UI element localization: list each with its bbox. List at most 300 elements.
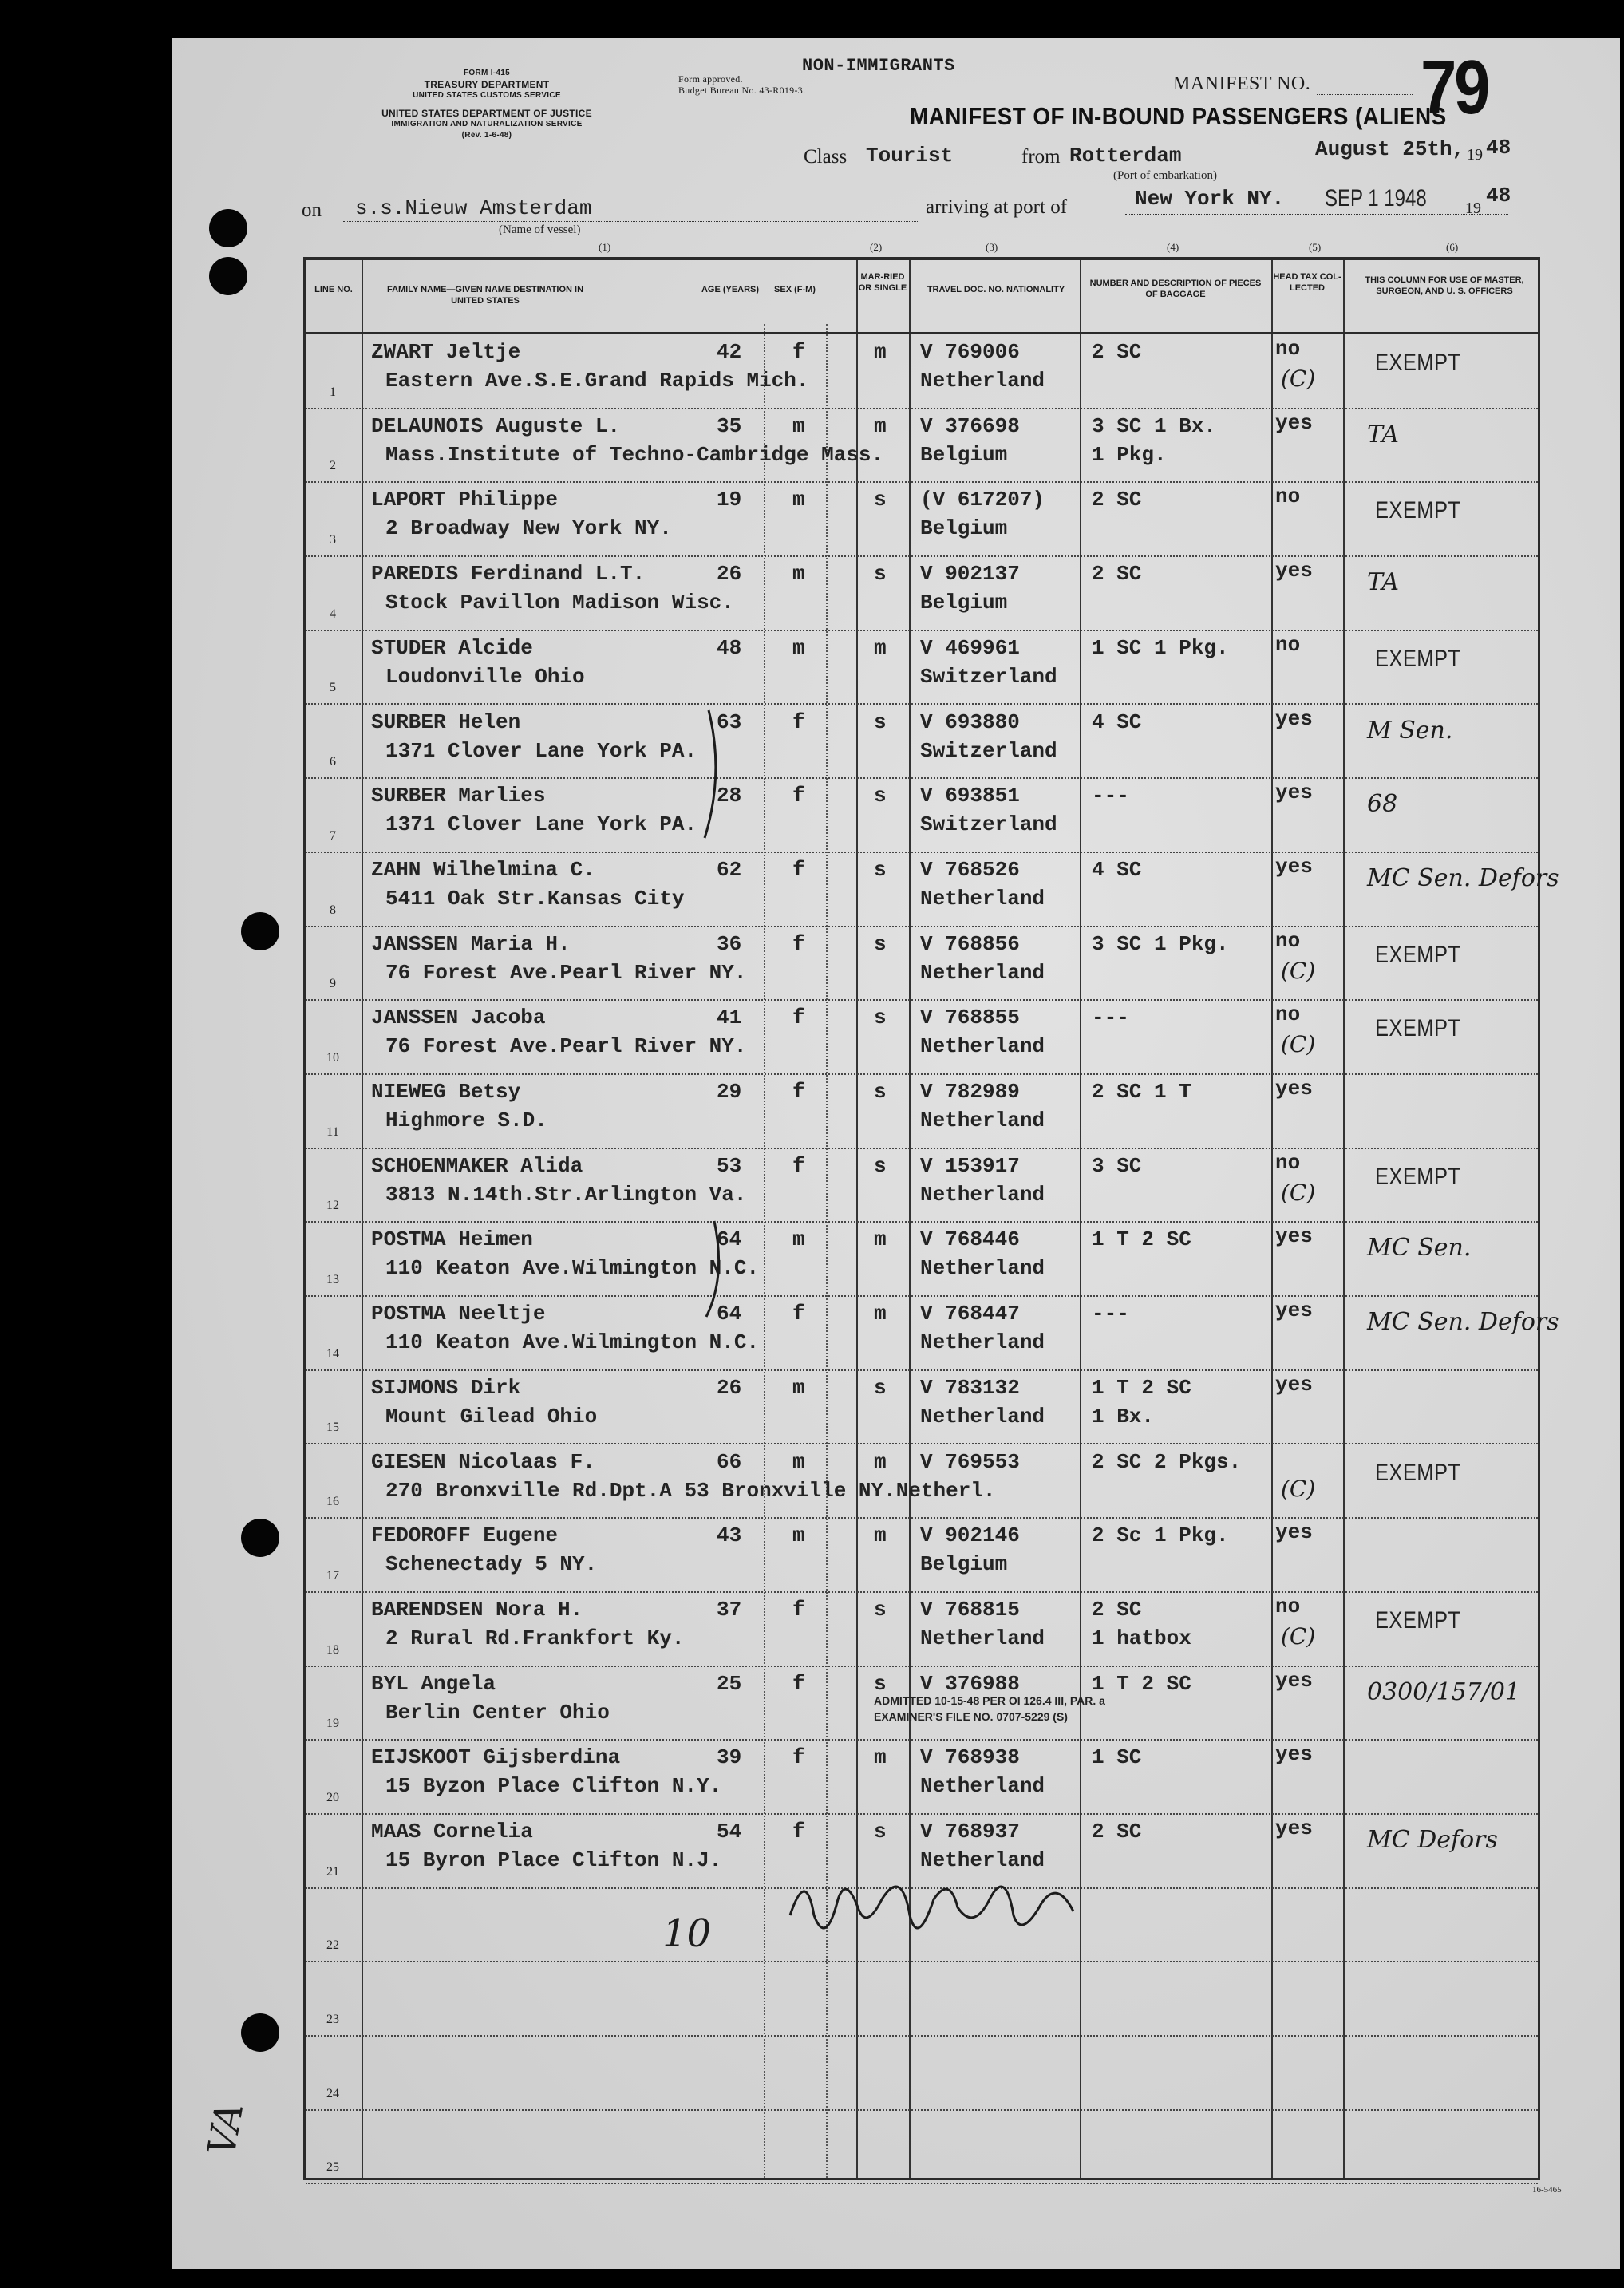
arriving-label: arriving at port of	[926, 196, 1068, 218]
baggage: 2 SC	[1092, 488, 1142, 512]
head-tax: yes	[1275, 1742, 1313, 1767]
destination: Stock Pavillon Madison Wisc.	[385, 591, 734, 615]
officer-note: TA	[1367, 568, 1400, 597]
nationality: Netherland	[920, 1848, 1045, 1872]
baggage-extra: 1 Bx.	[1092, 1404, 1155, 1429]
vessel-line	[343, 221, 918, 222]
line-number: 21	[326, 1864, 339, 1879]
nationality: Netherland	[920, 1108, 1045, 1132]
vessel-caption: (Name of vessel)	[499, 223, 581, 236]
line-number: 19	[326, 1717, 339, 1731]
marital-status: m	[874, 1745, 887, 1770]
nationality: Belgium	[920, 1552, 1008, 1577]
line-number: 9	[330, 977, 336, 991]
passenger-name: JANSSEN Maria H.	[371, 931, 571, 956]
travel-doc-number: V 769553	[920, 1449, 1020, 1474]
manifest-title: MANIFEST OF IN-BOUND PASSENGERS (ALIENS	[910, 102, 1447, 130]
passenger-name: DELAUNOIS Auguste L.	[371, 413, 621, 438]
arrival-port: New York NY.	[1135, 187, 1285, 211]
baggage: 4 SC	[1092, 857, 1142, 882]
nationality: Switzerland	[920, 738, 1057, 763]
nationality: Belgium	[920, 591, 1008, 615]
table-row	[306, 2035, 1538, 2109]
age: 29	[717, 1080, 742, 1104]
head-tax-code: (C)	[1281, 1622, 1316, 1650]
age: 37	[717, 1597, 742, 1622]
baggage: ---	[1092, 1302, 1129, 1326]
head-tax: yes	[1275, 854, 1313, 879]
th-sex: SEX (F-M)	[774, 285, 816, 294]
destination: 76 Forest Ave.Pearl River NY.	[385, 960, 747, 985]
th-travel-doc: TRAVEL DOC. NO. NATIONALITY	[927, 285, 1065, 294]
sex: m	[792, 413, 805, 438]
form-number: FORM I-415	[463, 69, 510, 77]
table-row	[306, 1073, 1538, 1148]
age: 36	[717, 931, 742, 956]
admitted-stamp: ADMITTED 10-15-48 PER OI 126.4 III, PAR. a	[874, 1694, 1105, 1707]
line-number: 17	[326, 1568, 339, 1583]
destination: 1371 Clover Lane York PA.	[385, 738, 697, 763]
officer-note: EXEMPT	[1375, 1459, 1461, 1486]
marital-status: m	[874, 1523, 887, 1548]
baggage: 2 Sc 1 Pkg.	[1092, 1523, 1229, 1548]
age: 54	[717, 1820, 742, 1843]
marital-status: s	[874, 1820, 887, 1843]
baggage: 3 SC 1 Pkg.	[1092, 931, 1229, 956]
marital-status: s	[874, 562, 887, 587]
officer-note: MC Sen. Defors	[1367, 1308, 1559, 1337]
table-row	[306, 926, 1538, 1000]
age: 28	[717, 784, 742, 808]
passenger-name: LAPORT Philippe	[371, 488, 559, 512]
sex: m	[792, 488, 805, 512]
table-row	[306, 852, 1559, 926]
sex: f	[792, 1006, 805, 1030]
approval-block	[678, 73, 814, 96]
nationality: Netherland	[920, 1034, 1045, 1059]
class-value: Tourist	[866, 144, 954, 168]
head-tax: yes	[1275, 1298, 1313, 1323]
destination: 3813 N.14th.Str.Arlington Va.	[385, 1182, 747, 1207]
sex: f	[792, 1153, 805, 1178]
line-number: 3	[330, 533, 336, 547]
head-tax: yes	[1275, 780, 1313, 805]
head-tax: no	[1275, 1150, 1301, 1175]
col-num-4: (4)	[1167, 241, 1179, 253]
customs-service: UNITED STATES CUSTOMS SERVICE	[413, 91, 561, 100]
travel-doc-number: V 902146	[920, 1523, 1020, 1548]
on-label: on	[302, 200, 322, 221]
col-num-1: (1)	[599, 241, 611, 253]
passenger-name: SIJMONS Dirk	[371, 1375, 521, 1400]
line-number: 14	[326, 1346, 339, 1361]
marital-status: s	[874, 1080, 887, 1104]
travel-doc-number: V 768855	[920, 1006, 1020, 1030]
passenger-name: POSTMA Neeltje	[371, 1302, 546, 1326]
head-tax: yes	[1275, 1224, 1313, 1249]
sex: f	[792, 340, 805, 364]
baggage-extra: 1 hatbox	[1092, 1626, 1191, 1650]
destination: Mass.Institute of Techno-Cambridge Mass.	[385, 442, 884, 467]
travel-doc-number: V 769006	[920, 340, 1020, 364]
table-row	[306, 1813, 1538, 1887]
sex: m	[792, 1375, 805, 1400]
line-number: 23	[326, 2013, 339, 2027]
destination: 1371 Clover Lane York PA.	[385, 812, 697, 837]
nationality: Netherland	[920, 369, 1045, 393]
head-tax: yes	[1275, 410, 1313, 435]
baggage: 3 SC	[1092, 1153, 1142, 1178]
travel-doc-number: V 768938	[920, 1745, 1020, 1770]
officer-note: MC Sen. Defors	[1367, 863, 1559, 892]
officer-note: MC Defors	[1367, 1826, 1498, 1854]
sex: f	[792, 931, 805, 956]
departure-year-prefix: 19	[1467, 146, 1483, 164]
table-row	[306, 555, 1538, 630]
col-num-2: (2)	[870, 241, 883, 253]
head-tax: no	[1275, 337, 1301, 361]
baggage: 2 SC 1 T	[1092, 1080, 1191, 1104]
th-name: FAMILY NAME—GIVEN NAME DESTINATION IN UNITED STATES	[386, 285, 584, 306]
col-num-3: (3)	[986, 241, 998, 253]
manifest-no-line	[1317, 94, 1413, 95]
destination: Highmore S.D.	[385, 1108, 547, 1132]
marital-status: m	[874, 1302, 887, 1326]
punch-hole	[241, 2013, 279, 2052]
nationality: Netherland	[920, 1404, 1045, 1429]
travel-doc-number: V 783132	[920, 1375, 1020, 1400]
sex: m	[792, 1449, 805, 1474]
travel-doc-number: V 768937	[920, 1820, 1020, 1843]
table-row	[306, 1591, 1538, 1666]
head-tax: no	[1275, 1594, 1301, 1618]
head-tax: no	[1275, 484, 1301, 509]
table-row	[306, 704, 1538, 778]
baggage: 2 SC	[1092, 340, 1142, 364]
line-number: 22	[326, 1938, 339, 1953]
baggage: 1 SC	[1092, 1745, 1142, 1770]
arrival-year: 48	[1486, 184, 1511, 207]
age: 66	[717, 1449, 742, 1474]
signature-count: 10	[662, 1911, 712, 1956]
baggage: 2 SC 2 Pkgs.	[1092, 1449, 1242, 1474]
line-number: 18	[326, 1642, 339, 1657]
th-line: LINE NO.	[314, 285, 353, 294]
passenger-name: JANSSEN Jacoba	[371, 1006, 546, 1030]
passenger-name: FEDOROFF Eugene	[371, 1523, 559, 1548]
head-tax: yes	[1275, 1668, 1313, 1693]
marital-status: m	[874, 340, 887, 364]
passenger-name: NIEWEG Betsy	[371, 1080, 521, 1104]
col-num-6: (6)	[1446, 241, 1459, 253]
nationality: Netherland	[920, 1256, 1045, 1281]
table-row	[306, 1739, 1538, 1813]
travel-doc-number: V 153917	[920, 1153, 1020, 1178]
form-approved: Form approved.	[678, 73, 743, 85]
treasury-dept: TREASURY DEPARTMENT	[424, 79, 550, 90]
nationality: Switzerland	[920, 812, 1057, 837]
baggage: 2 SC	[1092, 562, 1142, 587]
passenger-name: BARENDSEN Nora H.	[371, 1597, 583, 1622]
age: 64	[717, 1302, 742, 1326]
age: 35	[717, 413, 742, 438]
marital-status: m	[874, 1449, 887, 1474]
destination: 76 Forest Ave.Pearl River NY.	[385, 1034, 747, 1059]
marital-status: s	[874, 857, 887, 882]
table-row	[306, 1148, 1538, 1222]
th-head-tax: HEAD TAX COL-LECTED	[1273, 272, 1341, 293]
passenger-name: GIESEN Nicolaas F.	[371, 1449, 595, 1474]
head-tax: no	[1275, 928, 1301, 953]
marital-status: m	[874, 413, 887, 438]
marital-status: m	[874, 1227, 887, 1252]
destination: 110 Keaton Ave.Wilmington N.C.	[385, 1256, 760, 1281]
arrival-year-prefix: 19	[1465, 200, 1481, 217]
passenger-name: POSTMA Heimen	[371, 1227, 533, 1252]
destination: Eastern Ave.S.E.Grand Rapids Mich.	[385, 369, 809, 393]
travel-doc-number: V 693880	[920, 709, 1020, 734]
line-number: 7	[330, 828, 336, 843]
passenger-name: PAREDIS Ferdinand L.T.	[371, 562, 646, 587]
passenger-name: STUDER Alcide	[371, 635, 533, 660]
table-row	[306, 2109, 1538, 2183]
manifest-no-label: MANIFEST NO.	[1173, 73, 1311, 94]
th-officers: THIS COLUMN FOR USE OF MASTER, SURGEON, AND U. S. OFFICERS	[1365, 275, 1524, 296]
head-tax-code: (C)	[1281, 1475, 1316, 1502]
punch-hole	[209, 209, 247, 247]
nationality: Netherland	[920, 1774, 1045, 1799]
travel-doc-number: V 782989	[920, 1080, 1020, 1104]
margin-note: VA	[199, 2099, 253, 2160]
vessel-name: s.s.Nieuw Amsterdam	[355, 196, 592, 220]
travel-doc-number: V 768446	[920, 1227, 1020, 1252]
passenger-table	[303, 257, 1559, 2180]
class-label: Class	[804, 146, 848, 168]
passenger-name: MAAS Cornelia	[371, 1820, 533, 1843]
head-tax-code: (C)	[1281, 957, 1316, 984]
passenger-name: SURBER Helen	[371, 709, 521, 734]
sex: f	[792, 1597, 805, 1622]
age: 63	[717, 709, 742, 734]
table-row	[306, 408, 1538, 482]
line-number: 25	[326, 2160, 339, 2175]
sex: m	[792, 562, 805, 587]
age: 62	[717, 857, 742, 882]
marital-status: s	[874, 709, 887, 734]
th-age: AGE (YEARS)	[701, 285, 760, 294]
table-row	[306, 630, 1538, 704]
arrival-stamp: SEP 1 1948	[1325, 185, 1427, 211]
marital-status: s	[874, 931, 887, 956]
form-id-block	[303, 68, 670, 141]
budget-bureau: Budget Bureau No. 43-R019-3.	[678, 85, 806, 96]
table-row	[306, 1444, 1538, 1518]
sex: f	[792, 1302, 805, 1326]
nationality: Switzerland	[920, 664, 1057, 689]
destination: Loudonville Ohio	[385, 664, 585, 689]
officer-note: M Sen.	[1367, 716, 1453, 745]
nationality: Netherland	[920, 1626, 1045, 1650]
nationality: Netherland	[920, 1182, 1045, 1207]
line-number: 15	[326, 1421, 339, 1435]
destination: 270 Bronxville Rd.Dpt.A 53 Bronxville NY.Netherl.	[385, 1478, 996, 1503]
travel-doc-number: (V 617207)	[920, 488, 1045, 512]
head-tax: yes	[1275, 1077, 1313, 1101]
officer-note: 0300/157/01	[1367, 1677, 1520, 1706]
travel-doc-number: V 376698	[920, 413, 1020, 438]
marital-status: s	[874, 1153, 887, 1178]
sex: f	[792, 1820, 805, 1843]
table-row	[306, 1369, 1538, 1444]
table-row	[306, 1221, 1538, 1295]
age: 41	[717, 1006, 742, 1030]
head-tax-code: (C)	[1281, 1031, 1316, 1058]
head-tax: yes	[1275, 559, 1313, 583]
officer-note: EXEMPT	[1375, 497, 1461, 524]
head-tax: no	[1275, 632, 1301, 657]
passenger-name: BYL Angela	[371, 1671, 496, 1696]
officer-note: MC Sen.	[1367, 1234, 1472, 1263]
line-number: 13	[326, 1273, 339, 1287]
destination: 5411 Oak Str.Kansas City	[385, 886, 685, 911]
table-row	[306, 777, 1538, 852]
form-code: 16-5465	[1532, 2185, 1562, 2195]
officer-note: 68	[1367, 790, 1398, 819]
baggage: 4 SC	[1092, 709, 1142, 734]
baggage: 2 SC	[1092, 1597, 1142, 1622]
head-tax-code: (C)	[1281, 366, 1316, 392]
marital-status: s	[874, 784, 887, 808]
nationality: Netherland	[920, 1330, 1045, 1355]
baggage: 3 SC 1 Bx.	[1092, 413, 1217, 438]
sex: m	[792, 1227, 805, 1252]
line-number: 16	[326, 1495, 339, 1509]
baggage-extra: 1 Pkg.	[1092, 442, 1167, 467]
nationality: Netherland	[920, 886, 1045, 911]
age: 42	[717, 340, 742, 364]
th-baggage: NUMBER AND DESCRIPTION OF PIECES OF BAGGAGE	[1089, 279, 1262, 299]
nationality: Belgium	[920, 516, 1008, 541]
nationality: Belgium	[920, 442, 1008, 467]
officer-note: EXEMPT	[1375, 1606, 1461, 1634]
travel-doc-number: V 768526	[920, 857, 1020, 882]
head-tax-code: (C)	[1281, 1179, 1316, 1206]
sex: f	[792, 1671, 805, 1696]
travel-doc-number: V 693851	[920, 784, 1020, 808]
line-number: 20	[326, 1790, 339, 1804]
destination: Schenectady 5 NY.	[385, 1552, 598, 1577]
age: 19	[717, 488, 742, 512]
punch-hole	[209, 257, 247, 295]
age: 25	[717, 1671, 742, 1696]
travel-doc-number: V 469961	[920, 635, 1020, 660]
destination: Berlin Center Ohio	[385, 1700, 610, 1725]
destination: 15 Byzon Place Clifton N.Y.	[385, 1774, 722, 1799]
punch-hole	[241, 1519, 279, 1557]
baggage: 2 SC	[1092, 1820, 1142, 1843]
table-row	[306, 334, 1538, 408]
examiner-stamp: EXAMINER'S FILE NO. 0707-5229 (S)	[874, 1710, 1068, 1723]
officer-note: EXEMPT	[1375, 1015, 1461, 1042]
arrival-line	[1125, 214, 1508, 215]
travel-doc-number: V 902137	[920, 562, 1020, 587]
age: 39	[717, 1745, 742, 1770]
passenger-name: SCHOENMAKER Alida	[371, 1153, 583, 1178]
departure-date: August 25th,	[1315, 137, 1465, 161]
line-number: 11	[326, 1124, 339, 1139]
destination: Mount Gilead Ohio	[385, 1404, 598, 1429]
line-number: 8	[330, 903, 336, 917]
marital-status: s	[874, 488, 887, 512]
age: 26	[717, 1375, 742, 1400]
line-number: 12	[326, 1199, 339, 1213]
age: 26	[717, 562, 742, 587]
line-number: 2	[330, 459, 336, 473]
baggage: 1 T 2 SC	[1092, 1671, 1191, 1696]
sex: m	[792, 635, 805, 660]
travel-doc-number: V 768447	[920, 1302, 1020, 1326]
head-tax: yes	[1275, 706, 1313, 731]
destination: 2 Broadway New York NY.	[385, 516, 672, 541]
table-row	[306, 481, 1538, 555]
sex: f	[792, 857, 805, 882]
age: 48	[717, 635, 742, 660]
port-embarkation-caption: (Port of embarkation)	[1113, 169, 1217, 182]
passenger-name: ZAHN Wilhelmina C.	[371, 857, 595, 882]
category-label: NON-IMMIGRANTS	[802, 56, 955, 76]
line-number: 6	[330, 755, 336, 769]
ins-service: IMMIGRATION AND NATURALIZATION SERVICE	[391, 120, 583, 128]
age: 53	[717, 1153, 742, 1178]
destination: 15 Byron Place Clifton N.J.	[385, 1848, 722, 1872]
revision-date: (Rev. 1-6-48)	[461, 131, 512, 140]
nationality: Netherland	[920, 960, 1045, 985]
marital-status: m	[874, 635, 887, 660]
col-num-5: (5)	[1309, 241, 1322, 253]
line-number: 5	[330, 681, 336, 695]
head-tax: no	[1275, 1002, 1301, 1027]
baggage: 1 T 2 SC	[1092, 1375, 1191, 1400]
table-row	[306, 1295, 1559, 1369]
passenger-name: ZWART Jeltje	[371, 340, 521, 364]
table-row	[306, 1517, 1538, 1591]
table-row	[306, 999, 1538, 1073]
destination: 110 Keaton Ave.Wilmington N.C.	[385, 1330, 760, 1355]
baggage: ---	[1092, 784, 1129, 808]
officer-note: EXEMPT	[1375, 645, 1461, 672]
age: 43	[717, 1523, 742, 1548]
sex: f	[792, 1080, 805, 1104]
destination: 2 Rural Rd.Frankfort Ky.	[385, 1626, 685, 1650]
sex: f	[792, 709, 805, 734]
line-number: 10	[326, 1050, 339, 1065]
officer-note: EXEMPT	[1375, 941, 1461, 968]
table-row	[306, 1961, 1538, 2035]
head-tax: yes	[1275, 1520, 1313, 1545]
baggage: ---	[1092, 1006, 1129, 1030]
baggage: 1 SC 1 Pkg.	[1092, 635, 1229, 660]
marital-status: s	[874, 1375, 887, 1400]
table-row	[306, 1887, 1538, 1962]
marital-status: s	[874, 1597, 887, 1622]
head-tax: yes	[1275, 1372, 1313, 1397]
age: 64	[717, 1227, 742, 1252]
passenger-name: SURBER Marlies	[371, 784, 546, 808]
table-row-divider	[306, 2183, 1538, 2184]
sex: m	[792, 1523, 805, 1548]
marital-status: s	[874, 1006, 887, 1030]
punch-hole	[241, 912, 279, 950]
